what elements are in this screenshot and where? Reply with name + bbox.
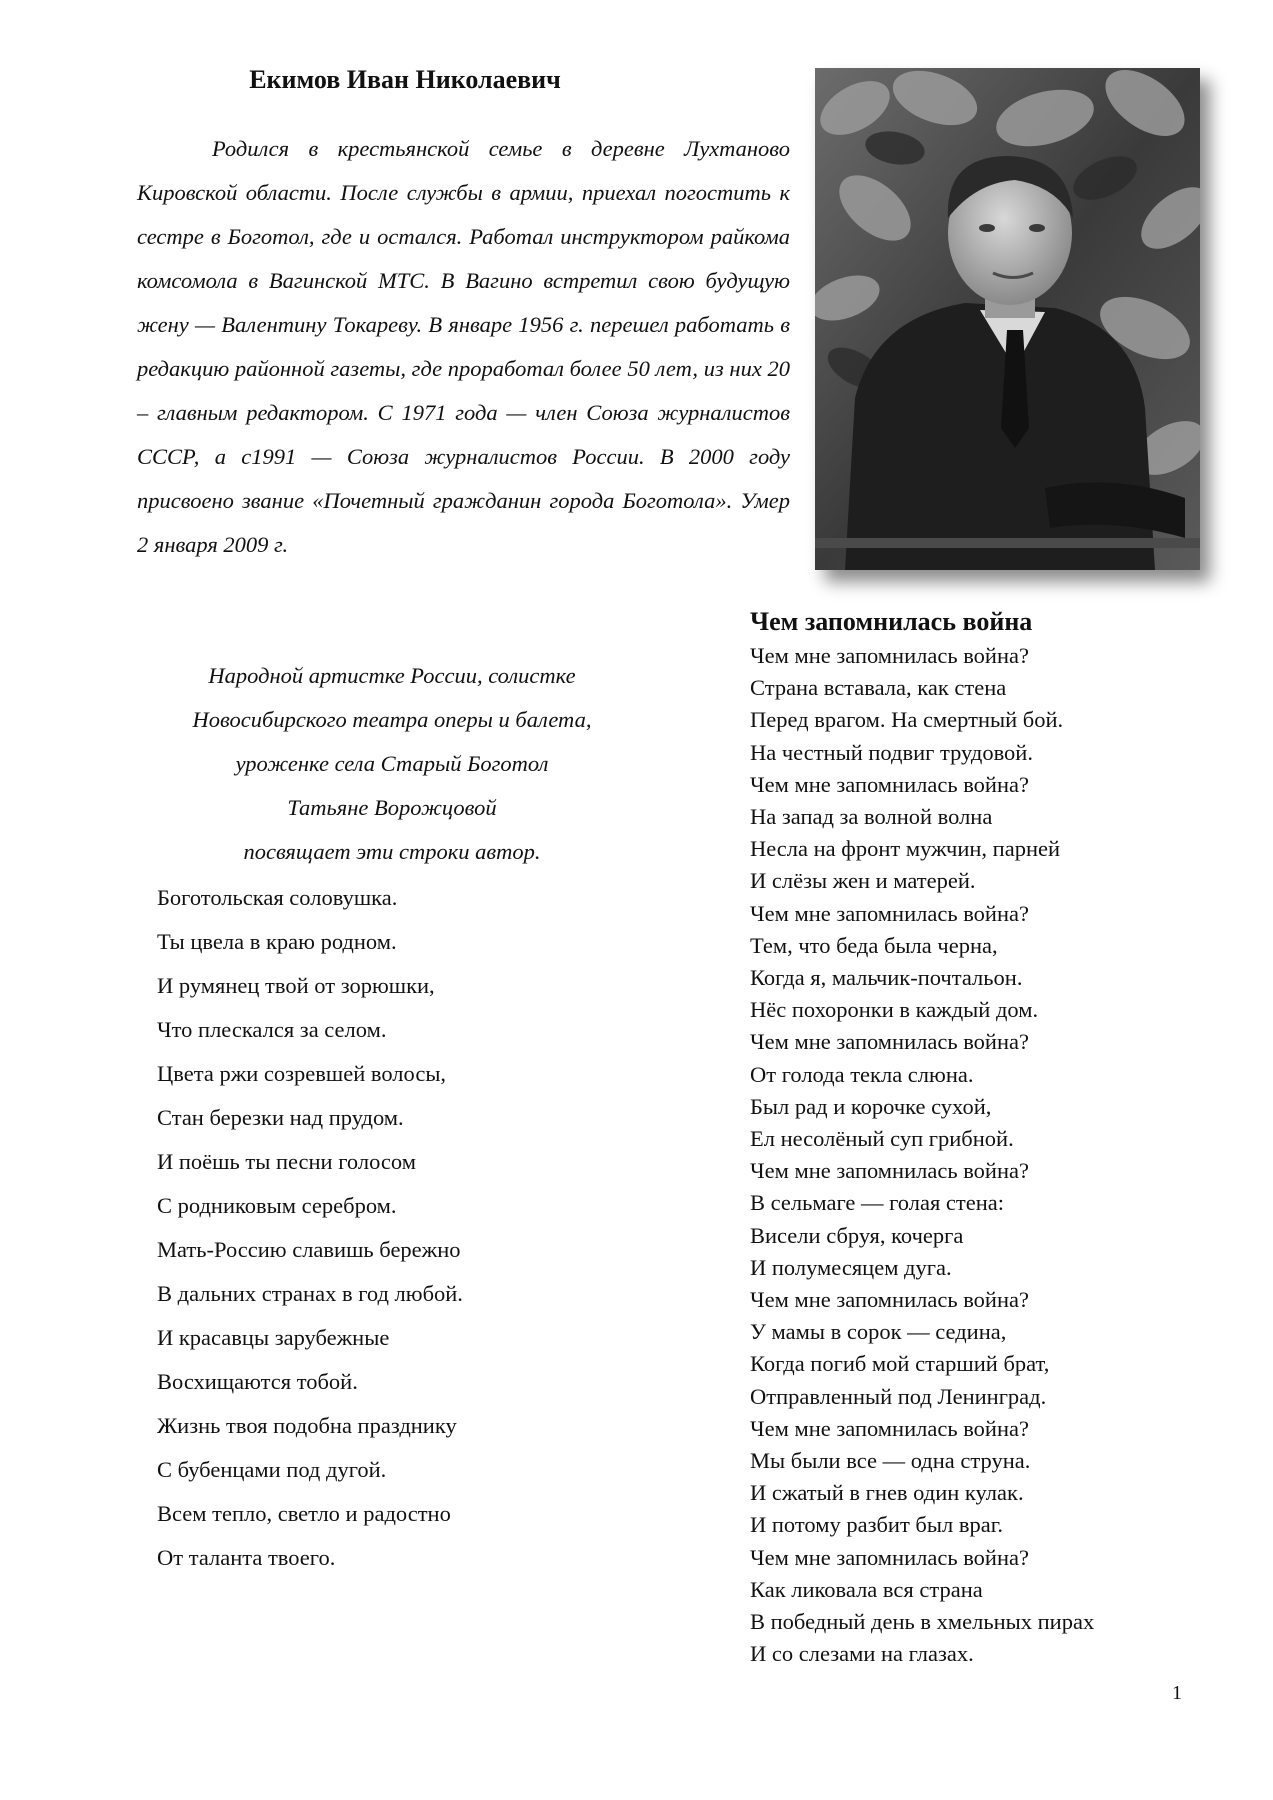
poem-line: И поёшь ты песни голосом — [157, 1149, 416, 1174]
poem-line: В сельмаге — голая стена: — [750, 1190, 1005, 1216]
poem-line: Стан березки над прудом. — [157, 1105, 404, 1130]
poem-line: На запад за волной волна — [750, 804, 993, 830]
dedication — [137, 654, 647, 874]
poem-line: Когда я, мальчик-почтальон. — [750, 965, 1023, 991]
poem-line: У мамы в сорок — седина, — [750, 1319, 1007, 1345]
poem-line: И полумесяцем дуга. — [750, 1254, 952, 1280]
poem-line: Нёс похоронки в каждый дом. — [750, 997, 1039, 1023]
poem-line: Как ликовала вся страна — [750, 1576, 983, 1602]
dedication-line: Татьяне Ворожцовой — [287, 795, 497, 820]
dedication-line: посвящает эти строки автор. — [243, 839, 541, 864]
poem-line: Висели сбруя, кочерга — [750, 1222, 964, 1248]
poem-line: И сжатый в гнев один кулак. — [750, 1480, 1024, 1506]
poem-line: Чем мне запомнилась война? — [750, 900, 1029, 926]
poem-line: И потому разбит был враг. — [750, 1512, 1004, 1538]
poem-line: Перед врагом. На смертный бой. — [750, 707, 1064, 733]
poem-line: С родниковым серебром. — [157, 1193, 397, 1218]
poem-line: В победный день в хмельных пирах — [750, 1609, 1095, 1635]
bio-title: Екимов Иван Николаевич — [249, 65, 561, 94]
poem-line: Чем мне запомнилась война? — [750, 1544, 1029, 1570]
poem-line: Жизнь твоя подобна празднику — [157, 1413, 457, 1438]
poem-line: Чем мне запомнилась война? — [750, 643, 1029, 668]
poem-line: От голода текла слюна. — [750, 1061, 974, 1087]
poem-line: Когда погиб мой старший брат, — [750, 1351, 1050, 1377]
dedication-line: Народной артистке России, солистке — [208, 663, 576, 688]
poem-line: И со слезами на глазах. — [750, 1641, 974, 1667]
poem-line: Тем, что беда была черна, — [750, 932, 998, 958]
poem-line: Ел несолёный суп грибной. — [750, 1126, 1014, 1152]
war-poem-title: Чем запомнилась война — [750, 607, 1033, 636]
poem-line: Чем мне запомнилась война? — [750, 771, 1029, 797]
poem-line: На честный подвиг трудовой. — [750, 739, 1033, 765]
poem-line: И слёзы жен и матерей. — [750, 868, 976, 894]
bio-text: Родился в крестьянской семье в деревне Лухтаново Кировской области. После службы в армии, приехал погостить к сестре в Боготол, где и остался. Работал инструктором райкома комсомола в Вагинской МТС. В Вагино встретил свою будущую жену — Валентину Токареву. В январе 1956 г. перешел работать в редакцию районной газеты, где проработал более 50 лет, из них 20 – главным редактором. С 1971 года — член Союза журналистов СССР, а с1991 — Союза журналистов России. В 2000 году присвоено звание «Почетный гражданин города Боготола». Умер 2 января 2009 г. — [137, 136, 790, 557]
poem-line: Страна вставала, как стена — [750, 675, 1007, 701]
poem-line: Чем мне запомнилась война? — [750, 1415, 1029, 1441]
poem-line: Чем мне запомнилась война? — [750, 1029, 1029, 1055]
poem-line: И красавцы зарубежные — [157, 1325, 390, 1350]
poem-line: Чем мне запомнилась война? — [750, 1287, 1029, 1313]
poem-line: В дальних странах в год любой. — [157, 1281, 463, 1306]
poem-line: Ты цвела в краю родном. — [157, 929, 397, 954]
dedication-line: Новосибирского театра оперы и балета, — [192, 707, 592, 732]
poem-line: С бубенцами под дугой. — [157, 1457, 387, 1482]
poem-line: Несла на фронт мужчин, парней — [750, 836, 1061, 862]
poem-line: Восхищаются тобой. — [157, 1369, 358, 1394]
poem-line: Цвета ржи созревшей волосы, — [157, 1061, 447, 1086]
poem-line: Чем мне запомнилась война? — [750, 1158, 1029, 1184]
poem-war — [750, 640, 1094, 1671]
poem-line: Был рад и корочке сухой, — [750, 1093, 992, 1119]
poem-line: Что плескался за селом. — [157, 1017, 387, 1042]
poem-line: Мы были все — одна струна. — [750, 1448, 1031, 1474]
poem-line: Всем тепло, светло и радостно — [157, 1501, 451, 1526]
dedication-line: уроженке села Старый Боготол — [235, 751, 549, 776]
poem-line: Мать-Россию славишь бережно — [157, 1237, 461, 1262]
author-portrait-photo — [815, 68, 1200, 570]
page-number: 1 — [1172, 1682, 1182, 1704]
poem-line: Боготольская соловушка. — [157, 885, 398, 910]
poem-nightingale — [157, 876, 463, 1580]
poem-line: От таланта твоего. — [157, 1545, 336, 1570]
poem-line: И румянец твой от зорюшки, — [157, 973, 435, 998]
poem-line: Отправленный под Ленинград. — [750, 1383, 1047, 1409]
